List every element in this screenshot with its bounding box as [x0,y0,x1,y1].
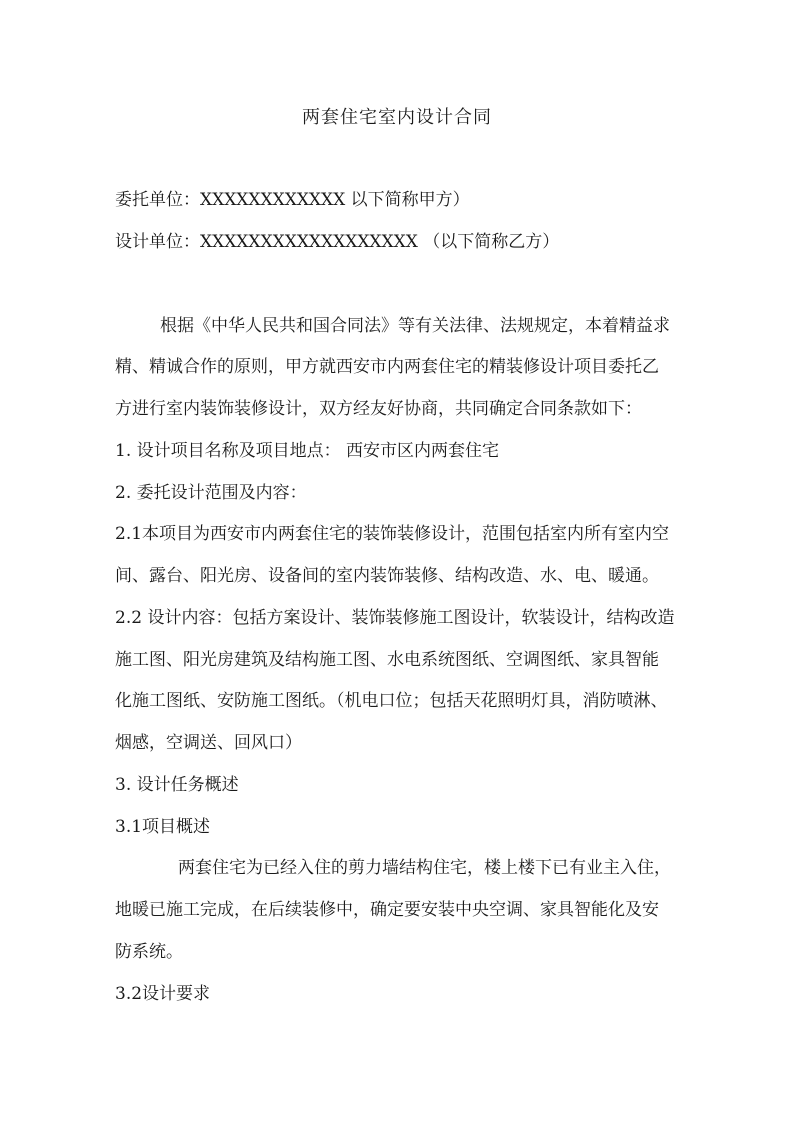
section-heading: 2. 委托设计范围及内容： [115,483,307,503]
paragraph-line: 化施工图纸、安防施工图纸。（机电口位；包括天花照明灯具，消防喷淋、 [115,691,668,711]
designer-line: 设计单位：XXXXXXXXXXXXXXXXXX （以下简称乙方） [115,232,560,252]
paragraph-line: 根据《中华人民共和国合同法》等有关法律、法规规定，本着精益求 [160,316,670,336]
paragraph-line: 地暖已施工完成，在后续装修中，确定要安装中央空调、家具智能化及安 [115,900,659,920]
paragraph-line: 2.1本项目为西安市内两套住宅的装饰装修设计，范围包括室内所有室内空 [115,524,670,544]
paragraph-line: 烟感，空调送、回风口） [115,733,302,753]
paragraph-line: 防系统。 [115,942,183,962]
document-title: 两套住宅室内设计合同 [302,107,492,128]
subsection-heading: 3.1项目概述 [115,817,211,837]
paragraph-line: 间、露台、阳光房、设备间的室内装饰装修、结构改造、水、电、暖通。 [115,566,659,586]
section-heading: 1. 设计项目名称及项目地点： 西安市区内两套住宅 [115,441,500,461]
client-line: 委托单位：XXXXXXXXXXXX 以下简称甲方） [115,190,470,210]
paragraph-line: 2.2 设计内容：包括方案设计、装饰装修施工图设计，软装设计，结构改造 [115,608,675,628]
paragraph-line: 施工图、阳光房建筑及结构施工图、水电系统图纸、空调图纸、家具智能 [115,650,659,670]
section-heading: 3. 设计任务概述 [115,775,239,795]
subsection-heading: 3.2设计要求 [115,984,211,1004]
paragraph-line: 方进行室内装饰装修设计，双方经友好协商，共同确定合同条款如下： [115,399,642,419]
paragraph-line: 两套住宅为已经入住的剪力墙结构住宅，楼上楼下已有业主入住， [178,858,671,878]
paragraph-line: 精、精诚合作的原则，甲方就西安市内两套住宅的精装修设计项目委托乙 [115,357,659,377]
